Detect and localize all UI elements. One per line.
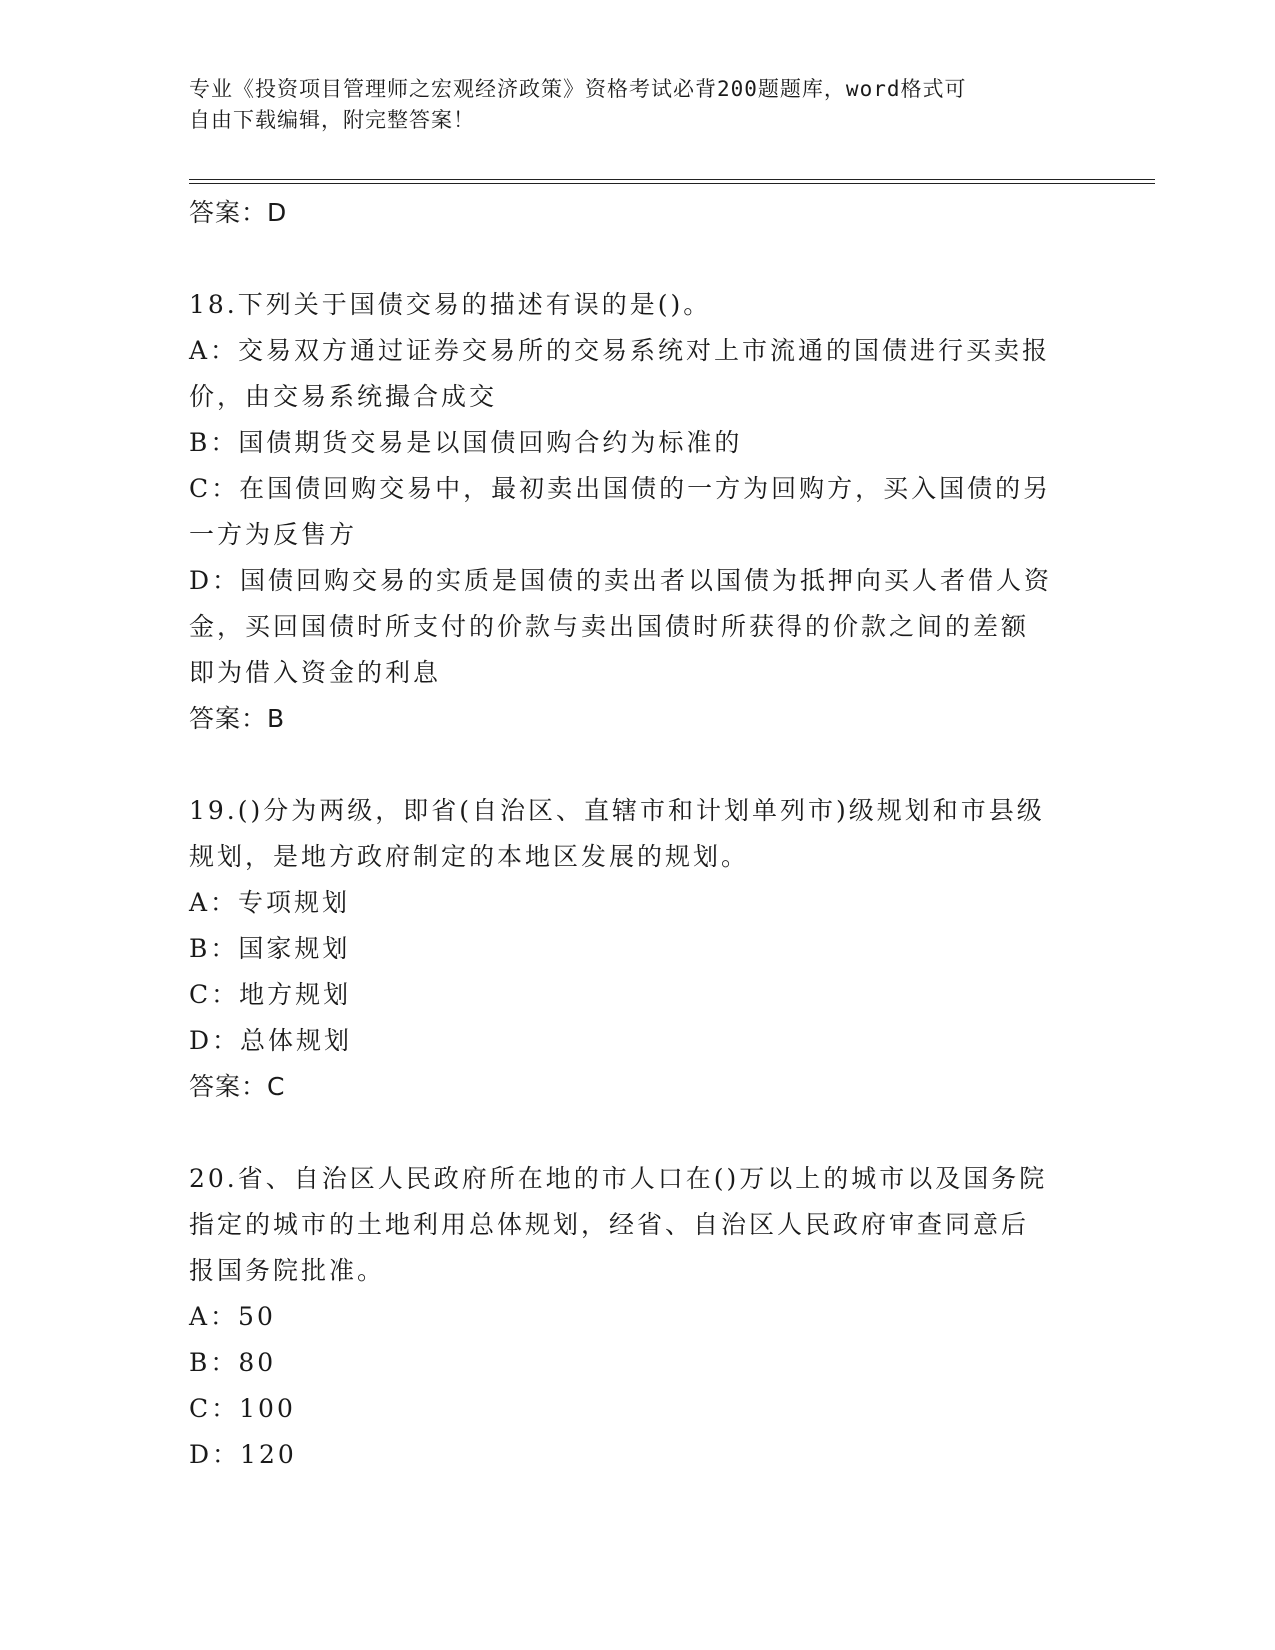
question-block [189, 282, 1089, 742]
option-text-line: 金，买回国债时所支付的价款与卖出国债时所获得的价款之间的差额 [189, 612, 1030, 641]
option-text-line: D：120 [189, 1440, 297, 1469]
option-text-line: B：国债期货交易是以国债回购合约为标准的 [189, 428, 743, 457]
question-list [189, 190, 1089, 1478]
option-text-line: 即为借入资金的利息 [189, 658, 442, 687]
header-line-2: 自由下载编辑，附完整答案！ [189, 108, 475, 132]
header-divider-top [189, 179, 1155, 180]
option-text-line: C：地方规划 [189, 980, 352, 1009]
header-line-1: 专业《投资项目管理师之宏观经济政策》资格考试必背200题题库，word格式可 [189, 77, 967, 101]
option-text-line: B：80 [189, 1348, 277, 1377]
answer-option [189, 880, 1089, 926]
answer-option [189, 972, 1089, 1018]
option-text-line: C：在国债回购交易中，最初卖出国债的一方为回购方，买入国债的另 [189, 474, 1052, 503]
question-stem-line: 19.()分为两级，即省(自治区、直辖市和计划单列市)级规划和市县级 [189, 796, 1045, 825]
question-stem-line: 20.省、自治区人民政府所在地的市人口在()万以上的城市以及国务院 [189, 1164, 1048, 1193]
question-stem-line: 规划，是地方政府制定的本地区发展的规划。 [189, 842, 750, 871]
question-stem-line: 18.下列关于国债交易的描述有误的是()。 [189, 290, 712, 319]
answer-option [189, 926, 1089, 972]
option-text-line: B：国家规划 [189, 934, 351, 963]
answer-option [189, 1294, 1089, 1340]
option-text-line: A：专项规划 [189, 888, 351, 917]
answer-option [189, 1386, 1089, 1432]
answer-line: 答案：B [189, 704, 286, 733]
question-block [189, 788, 1089, 1110]
answer-line: 答案：D [189, 198, 288, 227]
question-spacer [189, 236, 1089, 282]
question-spacer [189, 1110, 1089, 1156]
answer-option [189, 1340, 1089, 1386]
answer-option [189, 420, 1089, 466]
question-stem-line: 报国务院批准。 [189, 1256, 386, 1285]
header-divider-bottom [189, 183, 1155, 184]
answer-option [189, 1018, 1089, 1064]
answer-option [189, 328, 1089, 420]
option-text-line: A：交易双方通过证券交易所的交易系统对上市流通的国债进行买卖报 [189, 336, 1051, 365]
answer-option [189, 1432, 1089, 1478]
answer-line: 答案：C [189, 1072, 286, 1101]
option-text-line: D：国债回购交易的实质是国债的卖出者以国债为抵押向买人者借人资 [189, 566, 1053, 595]
answer-option [189, 466, 1089, 558]
answer-option [189, 558, 1089, 696]
question-spacer [189, 742, 1089, 788]
option-text-line: A：50 [189, 1302, 276, 1331]
question-stem-line: 指定的城市的土地利用总体规划，经省、自治区人民政府审查同意后 [189, 1210, 1030, 1239]
question-block [189, 1156, 1089, 1478]
option-text-line: 价，由交易系统撮合成交 [189, 382, 498, 411]
option-text-line: 一方为反售方 [189, 520, 358, 549]
option-text-line: D：总体规划 [189, 1026, 353, 1055]
option-text-line: C：100 [189, 1394, 296, 1423]
document-header [189, 74, 1089, 136]
